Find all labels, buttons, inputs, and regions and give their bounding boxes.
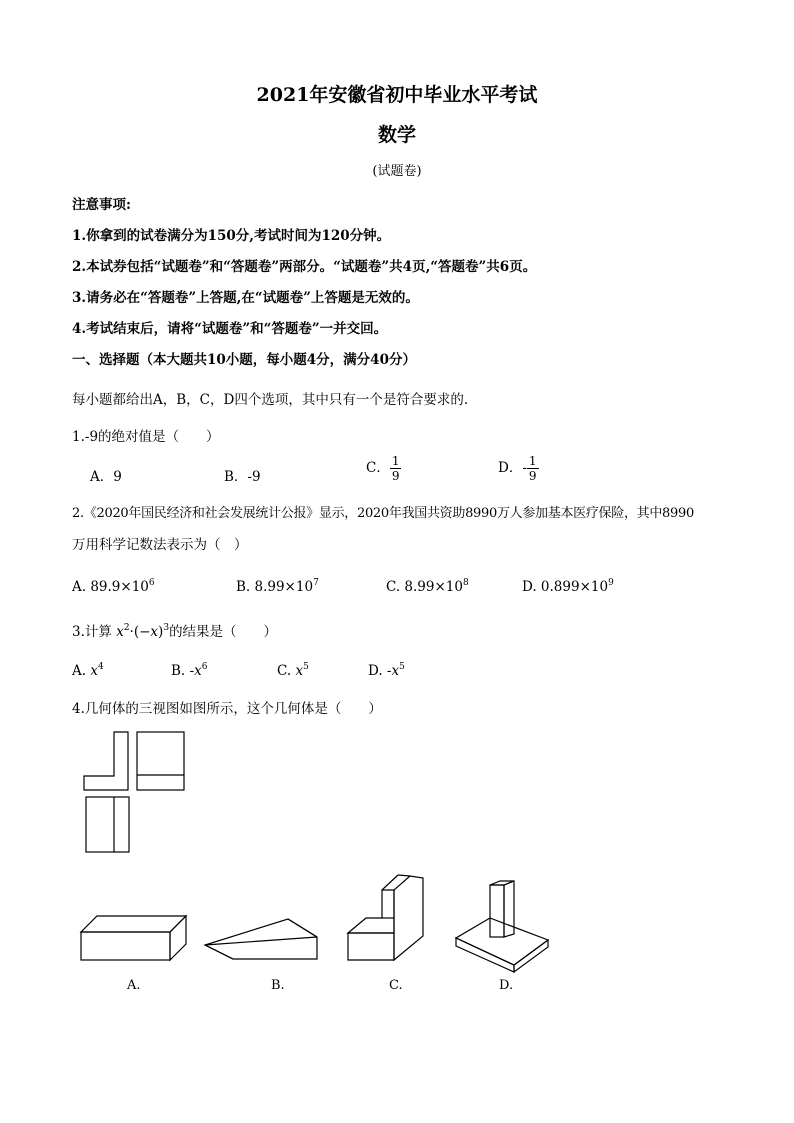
q4-figure-c	[348, 875, 423, 960]
q4-label-b: B.	[271, 978, 285, 993]
fraction-denominator: 9	[528, 469, 537, 483]
exam-title: 2021年安徽省初中毕业水平考试	[256, 84, 538, 106]
volume-label: (试题卷)	[372, 164, 422, 179]
q3-option-c-label: C.	[277, 663, 292, 679]
fraction-numerator: 1	[391, 454, 400, 468]
q3-option-c-exp: 5	[303, 662, 309, 672]
q2-option-c-exp: 8	[462, 578, 469, 588]
note-item-2: 2.本试券包括“试题卷”和“答题卷”两部分。“试题卷”共4页,“答题卷”共6页。	[72, 259, 537, 275]
q1-stem: 1.-9的绝对值是（ ）	[72, 429, 220, 445]
q3-expr-exp2: 2	[123, 623, 130, 633]
q3-option-b-var: x	[194, 663, 202, 679]
q4-figure-b	[205, 919, 317, 959]
q4-stem: 4.几何体的三视图如图所示，这个几何体是（ ）	[72, 701, 382, 717]
q4-label-c: C.	[389, 978, 403, 993]
q3-stem-prefix: 3.计算	[72, 624, 112, 640]
q2-option-d-base: D. 0.899×10	[522, 579, 609, 595]
q3-expr-mid: ·(−	[129, 624, 151, 640]
three-view-top	[86, 797, 129, 852]
q2-stem-line1: 2.《2020年国民经济和社会发展统计公报》显示，2020年我国共资助8990万人参加基本医疗保险，其中8990	[72, 506, 694, 521]
q4-label-d: D.	[499, 978, 514, 993]
q2-option-a-base: A. 89.9×10	[72, 579, 149, 595]
q2-option-d-exp: 9	[608, 578, 614, 588]
three-view-side	[137, 732, 184, 790]
note-item-1: 1.你拿到的试卷满分为150分,考试时间为120分钟。	[72, 228, 391, 244]
q1-option-a: A．9	[90, 469, 122, 485]
q3-expr-exp3: 3	[163, 623, 170, 633]
q3-option-b-label: B. -	[171, 663, 195, 679]
q2-option-b-base: B. 8.99×10	[236, 579, 314, 595]
section-heading: 一、选择题（本大题共10小题，每小题4分，满分40分）	[72, 352, 416, 368]
q3-expr-close: )	[158, 624, 164, 640]
three-view-front	[84, 732, 128, 790]
note-item-3: 3.请务必在“答题卷”上答题,在“试题卷”上答题是无效的。	[72, 290, 419, 306]
q3-expr-x2: x	[150, 624, 159, 640]
q2-option-b-exp: 7	[313, 578, 319, 588]
section-instruction: 每小题都给出A，B，C，D四个选项，其中只有一个是符合要求的.	[72, 392, 469, 408]
q2-option-a-exp: 6	[148, 578, 155, 588]
q2-stem-line2: 万用科学记数法表示为（ ）	[72, 537, 248, 553]
q2-option-c-base: C. 8.99×10	[386, 579, 463, 595]
q3-option-a-var: x	[90, 663, 98, 679]
q1-option-d-prefix: D．-	[498, 460, 527, 476]
fraction-denominator: 9	[391, 469, 400, 483]
q4-figure-a	[81, 916, 186, 960]
fraction-numerator: 1	[528, 454, 537, 468]
q3-option-d-var: x	[391, 663, 400, 679]
q3-expr-x: x	[116, 624, 124, 640]
q4-label-a: A.	[127, 978, 141, 993]
notes-heading: 注意事项:	[72, 197, 131, 213]
q3-option-b-exp: 6	[201, 662, 208, 672]
q1-option-b: B．-9	[224, 469, 261, 485]
q3-option-d-label: D. -	[368, 663, 392, 679]
exam-subject: 数学	[377, 124, 416, 146]
q4-figure-d	[456, 881, 548, 972]
q3-option-a-label: A.	[72, 663, 87, 679]
q3-option-c-var: x	[295, 663, 304, 679]
q3-stem-suffix: 的结果是（ ）	[169, 624, 278, 640]
q1-option-c-prefix: C．	[366, 460, 390, 476]
q3-option-a-exp: 4	[97, 662, 104, 672]
note-item-4: 4.考试结束后，请将“试题卷”和“答题卷”一并交回。	[72, 321, 388, 337]
q3-option-d-exp: 5	[399, 662, 405, 672]
